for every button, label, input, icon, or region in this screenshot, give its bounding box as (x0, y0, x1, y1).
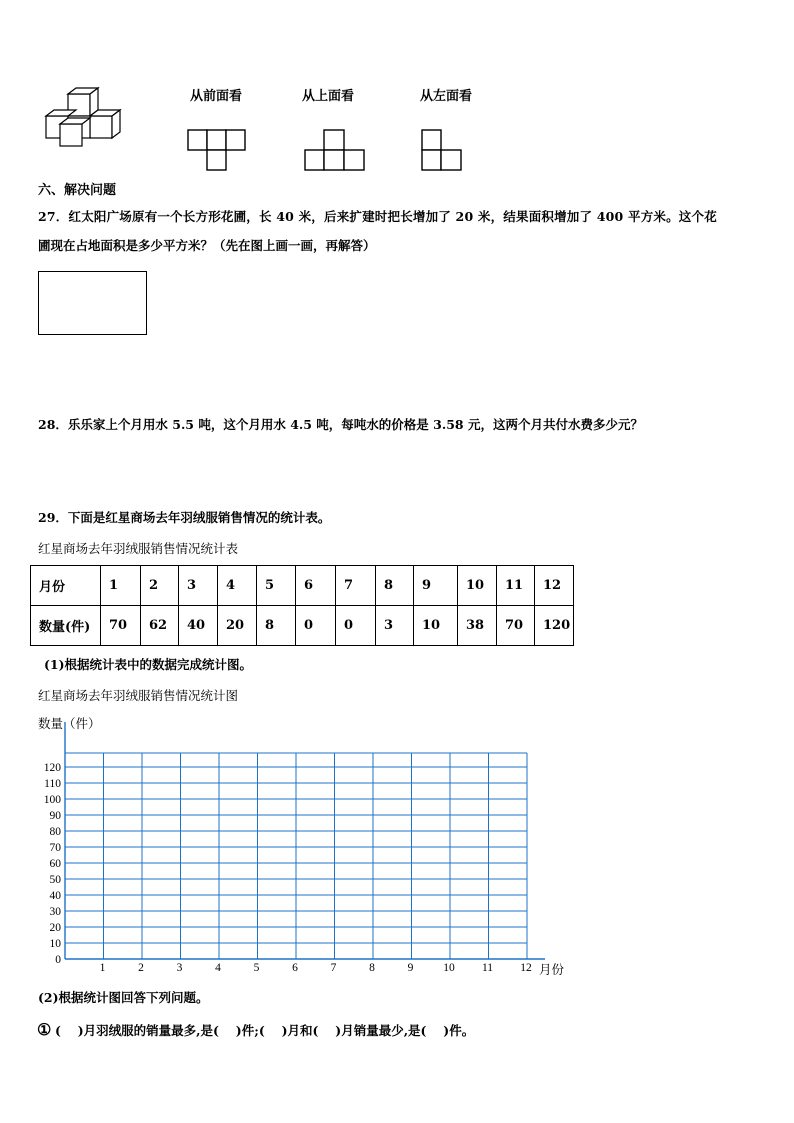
y-tick-label: 80 (49, 826, 61, 838)
part1-text: (1)根据统计表中的数据完成统计图。 (44, 657, 253, 672)
y-tick-label: 90 (49, 810, 61, 822)
q27-line1: 27．红太阳广场原有一个长方形花圃，长 40 米，后来扩建时把长增加了 20 米，结果面积增加了 400 平方米。这个花 (38, 209, 717, 224)
y-tick-label: 70 (49, 842, 61, 854)
y-tick-label: 10 (49, 938, 61, 950)
y-tick-label: 40 (49, 890, 61, 902)
table-cell: 120 (535, 606, 574, 646)
table-cell: 7 (336, 566, 376, 606)
sales-table (30, 565, 574, 646)
x-tick-label: 11 (481, 962, 494, 974)
x-tick-label: 8 (369, 962, 375, 974)
table-cell: 0 (296, 606, 336, 646)
y-tick-label: 0 (55, 954, 61, 966)
x-tick-label: 3 (176, 962, 183, 974)
x-tick-label: 6 (292, 962, 298, 974)
table-cell: 70 (101, 606, 141, 646)
x-tick-label: 12 (520, 962, 532, 974)
question-1-text: ( )月羽绒服的销量最多,是( )件;( )月和( )月销量最少,是( )件。 (55, 1023, 475, 1038)
table-cell: 9 (414, 566, 458, 606)
front-view-drawing (186, 128, 248, 174)
table-cell: 8 (257, 606, 296, 646)
x-tick-label: 5 (253, 962, 260, 974)
table-cell: 3 (179, 566, 218, 606)
chart-title: 红星商场去年羽绒服销售情况统计图 (38, 688, 239, 703)
table-cell: 3 (376, 606, 414, 646)
y-tick-label: 100 (43, 794, 61, 806)
sales-line-chart (30, 712, 590, 982)
table-cell: 62 (141, 606, 179, 646)
table-cell: 5 (257, 566, 296, 606)
table-cell: 11 (497, 566, 535, 606)
q28-text: 28．乐乐家上个月用水 5.5 吨，这个月用水 4.5 吨，每吨水的价格是 3.58 元，这两个月共付水费多少元？ (38, 417, 643, 432)
x-axis-label: 月份 (539, 962, 565, 977)
cube-stack-figure (40, 86, 130, 152)
x-tick-label: 2 (138, 962, 144, 974)
x-tick-label: 9 (407, 962, 414, 974)
left-view-label: 从左面看 (420, 89, 473, 104)
x-tick-label: 1 (99, 962, 106, 974)
front-view-label: 从前面看 (190, 89, 243, 104)
y-tick-label: 30 (49, 906, 61, 918)
part2-text: (2)根据统计图回答下列问题。 (38, 990, 209, 1005)
y-tick-label: 120 (43, 762, 61, 774)
y-tick-label: 60 (49, 858, 61, 870)
month-header: 月份 (31, 566, 101, 606)
table-row-month (31, 566, 574, 606)
y-axis-label: 数量（件） (38, 716, 101, 731)
q29-intro: 29．下面是红星商场去年羽绒服销售情况的统计表。 (38, 510, 331, 525)
table-row-quantity (31, 606, 574, 646)
circle-number-1: ① (37, 1020, 52, 1039)
garden-rectangle (38, 271, 147, 335)
section-title: 六、解决问题 (38, 183, 117, 198)
table-cell: 10 (414, 606, 458, 646)
table-cell: 2 (141, 566, 179, 606)
x-tick-label: 7 (330, 962, 337, 974)
table-cell: 38 (458, 606, 497, 646)
x-tick-label: 10 (443, 962, 455, 974)
y-tick-label: 110 (44, 778, 61, 790)
table-cell: 20 (218, 606, 257, 646)
table-cell: 12 (535, 566, 574, 606)
y-tick-label: 50 (49, 874, 61, 886)
table-cell: 4 (218, 566, 257, 606)
table-title: 红星商场去年羽绒服销售情况统计表 (38, 541, 239, 556)
table-cell: 1 (101, 566, 141, 606)
table-cell: 70 (497, 606, 535, 646)
x-tick-label: 4 (215, 962, 221, 974)
top-view-label: 从上面看 (302, 89, 355, 104)
table-cell: 6 (296, 566, 336, 606)
left-view-drawing (420, 128, 466, 174)
table-cell: 40 (179, 606, 218, 646)
table-cell: 8 (376, 566, 414, 606)
top-view-drawing (303, 128, 367, 174)
table-cell: 0 (336, 606, 376, 646)
y-tick-label: 20 (49, 922, 61, 934)
table-cell: 10 (458, 566, 497, 606)
q27-line2: 圃现在占地面积是多少平方米？（先在图上画一画，再解答） (38, 238, 376, 253)
quantity-header: 数量(件) (31, 606, 101, 646)
